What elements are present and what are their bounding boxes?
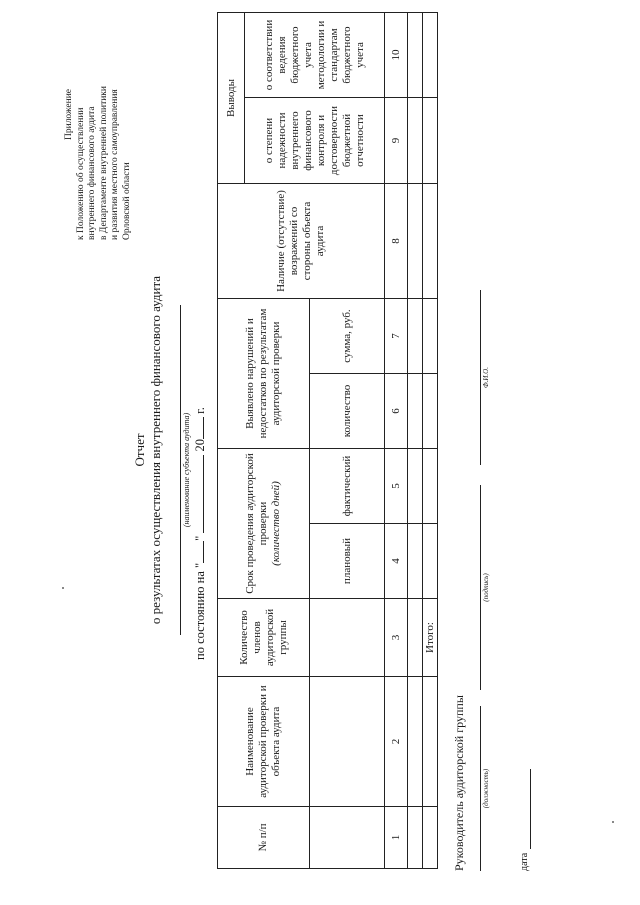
appendix-note: [64, 0, 133, 240]
table-cell: [408, 299, 423, 374]
day-blank: [191, 541, 204, 563]
table-cell: [423, 98, 438, 184]
header-audit-name: Наименование аудиторской проверки и объекта аудита: [218, 677, 310, 807]
header-objections: Наличие (отсутствие) возражений со стороны объекта аудита: [218, 184, 385, 299]
signature-line: [480, 485, 481, 690]
table-cell: [408, 807, 423, 869]
total-label: Итого:: [423, 599, 438, 677]
table-cell: [408, 98, 423, 184]
fio-caption: Ф.И.О.: [482, 367, 490, 388]
report-title: [132, 190, 164, 710]
scan-speck: [62, 587, 64, 589]
column-number: 6: [385, 374, 408, 449]
audit-subject-caption: (наименование субъекта аудита): [182, 412, 191, 528]
scan-speck: [612, 821, 614, 823]
as-of-prefix: по состоянию на ": [193, 562, 207, 660]
year-blank: [191, 417, 204, 439]
header-violations: Выявлено нарушений и недостатков по результатам аудиторской проверки: [218, 299, 310, 449]
table-cell: [408, 449, 423, 524]
appendix-line: и развития местного самоуправления: [110, 89, 120, 240]
total-row: [423, 13, 438, 869]
position-line: [480, 706, 481, 871]
header-num-cont: [310, 807, 385, 869]
position-caption: (должность): [482, 768, 490, 809]
as-of-quote: ": [193, 535, 207, 541]
appendix-line: в Департаменте внутренней политики: [98, 85, 109, 240]
table-cell: [423, 374, 438, 449]
header-quantity: количество: [310, 374, 385, 449]
header-audit-name-cont: [310, 677, 385, 807]
header-period-title: Срок проведения аудиторской проверки: [244, 453, 269, 594]
header-members: Количество членов аудиторской группы: [218, 599, 310, 677]
appendix-title: Приложение: [64, 89, 74, 140]
column-number: 8: [385, 184, 408, 299]
as-of-suffix: г.: [193, 407, 207, 414]
fio-line: [480, 290, 481, 465]
header-num: № п/п: [218, 807, 310, 869]
column-number: 10: [385, 13, 408, 98]
appendix-line: внутреннего финансового аудита: [87, 106, 97, 240]
column-numbers-row: [385, 13, 408, 869]
signature-caption: (подпись): [482, 573, 490, 602]
table-cell: [423, 677, 438, 807]
audit-subject-line: [180, 305, 181, 635]
table-cell: [408, 374, 423, 449]
table-cell: [408, 524, 423, 599]
month-blank: [191, 455, 204, 533]
header-sum: сумма, руб.: [310, 299, 385, 374]
table-row: [408, 13, 423, 869]
column-number: 5: [385, 449, 408, 524]
header-period-units: (количество дней): [270, 481, 282, 566]
header-compliance: о соответствии ведения бюджетного учета методологии и стандартам бюджетного учета: [245, 13, 385, 98]
table-cell: [423, 184, 438, 299]
header-members-cont: [310, 599, 385, 677]
report-title-line1: Отчет: [132, 433, 147, 467]
date-line: [530, 769, 531, 849]
table-cell: [408, 184, 423, 299]
column-number: 1: [385, 807, 408, 869]
header-reliability: о степени надежности внутреннего финансового контроля и достоверности бюджетной отчетности: [245, 98, 385, 184]
table-cell: [423, 524, 438, 599]
audit-results-table: [217, 12, 438, 869]
date-label: дата: [519, 852, 530, 871]
table-cell: [423, 13, 438, 98]
column-number: 3: [385, 599, 408, 677]
header-period: [218, 449, 310, 599]
appendix-line: Орловской области: [121, 162, 132, 240]
signature-label: Руководитель аудиторской группы: [452, 695, 466, 871]
table-cell: [423, 299, 438, 374]
column-number: 9: [385, 98, 408, 184]
column-number: 7: [385, 299, 408, 374]
table-cell: [423, 449, 438, 524]
table-cell: [408, 677, 423, 807]
as-of-date: [191, 240, 208, 660]
table-cell: [408, 599, 423, 677]
table-cell: [423, 807, 438, 869]
header-actual: фактический: [310, 449, 385, 524]
header-planned: плановый: [310, 524, 385, 599]
table-cell: [408, 13, 423, 98]
as-of-year-prefix: 20: [193, 439, 207, 452]
column-number: 4: [385, 524, 408, 599]
column-number: 2: [385, 677, 408, 807]
header-conclusions: Выводы: [218, 13, 245, 184]
report-title-line2: о результатах осуществления внутреннего финансового аудита: [148, 275, 163, 625]
appendix-line: к Положению об осуществлении: [75, 107, 86, 240]
